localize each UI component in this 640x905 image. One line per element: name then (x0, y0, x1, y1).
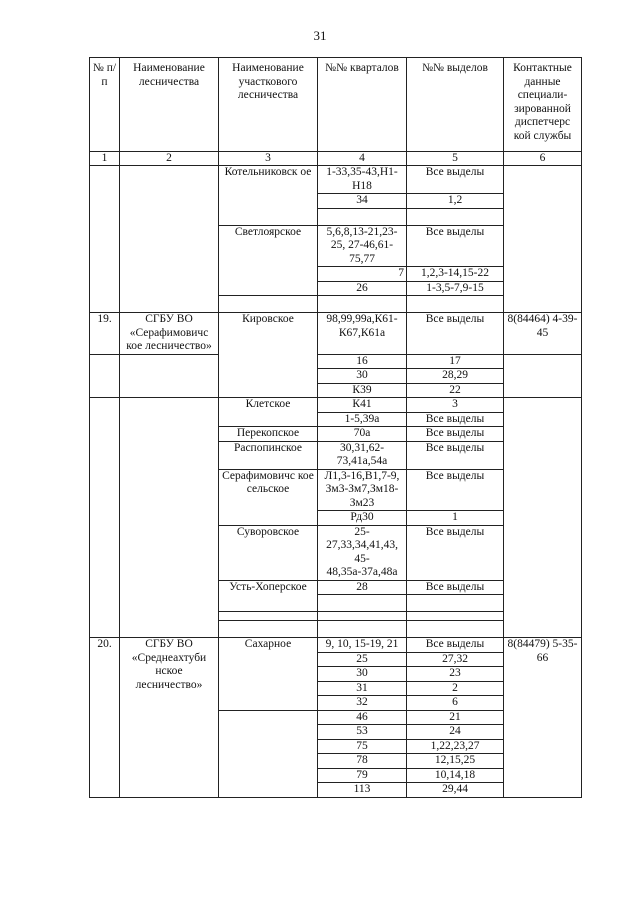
district-name: Светлоярское (219, 225, 318, 296)
quarters-cell: 5,6,8,13-21,23-25, 27-46,61-75,77 (318, 225, 407, 267)
sections-cell: Все выделы (407, 412, 504, 427)
sections-cell: 3 (407, 398, 504, 413)
quarters-cell: 113 (318, 783, 407, 798)
quarters-cell-empty (318, 296, 407, 313)
header-row (90, 58, 582, 152)
table-row (90, 398, 582, 413)
sections-cell: 24 (407, 725, 504, 740)
quarters-cell: 46 (318, 710, 407, 725)
sections-cell-empty (407, 595, 504, 612)
district-cell-empty (219, 612, 318, 621)
col-number: 2 (120, 152, 219, 166)
quarters-cell: 1-33,35-43,Н1-Н18 (318, 166, 407, 194)
forestry-table (89, 57, 582, 798)
quarters-cell: 16 (318, 354, 407, 369)
sections-cell: 2 (407, 681, 504, 696)
num-cell-empty (90, 354, 120, 398)
quarters-cell: 26 (318, 281, 407, 296)
quarters-cell: 34 (318, 194, 407, 209)
sections-cell-empty (407, 621, 504, 638)
quarters-cell: Рд30 (318, 511, 407, 526)
header-num: № п/п (90, 58, 120, 152)
header-forestry: Наименование лесничества (120, 58, 219, 152)
col-number: 1 (90, 152, 120, 166)
quarters-cell: 70а (318, 427, 407, 442)
sections-cell: Все выделы (407, 225, 504, 267)
sections-cell: 1-3,5-7,9-15 (407, 281, 504, 296)
table-row (90, 313, 582, 355)
district-cell-empty (219, 296, 318, 313)
header-quarters: №№ кварталов (318, 58, 407, 152)
contact-cell-empty (504, 166, 582, 313)
sections-cell: 12,15,25 (407, 754, 504, 769)
sections-cell: 21 (407, 710, 504, 725)
page-number: 31 (313, 28, 327, 43)
col-number: 5 (407, 152, 504, 166)
sections-cell: 6 (407, 696, 504, 711)
forestry-name: СГБУ ВО «Серафимовичс кое лесничество» (120, 313, 219, 355)
sections-cell: Все выделы (407, 580, 504, 595)
quarters-cell: 31 (318, 681, 407, 696)
sections-cell (407, 208, 504, 225)
quarters-cell: 9, 10, 15-19, 21 (318, 638, 407, 653)
district-cell-empty (219, 710, 318, 797)
district-name: Котельниковск ое (219, 166, 318, 226)
quarters-cell: 25 (318, 652, 407, 667)
quarters-cell-empty (318, 612, 407, 621)
quarters-cell-empty (318, 621, 407, 638)
sections-cell: Все выделы (407, 313, 504, 355)
table-row (90, 354, 582, 369)
sections-cell: Все выделы (407, 525, 504, 580)
district-name: Усть-Хоперское (219, 580, 318, 612)
sections-cell: 1,2,3-14,15-22 (407, 267, 504, 282)
sections-cell: 1,2 (407, 194, 504, 209)
num-cell-empty (90, 166, 120, 313)
sections-cell: 1,22,23,27 (407, 739, 504, 754)
sections-cell-empty (407, 296, 504, 313)
col-number: 4 (318, 152, 407, 166)
quarters-cell: 7 (318, 267, 407, 282)
sections-cell: 10,14,18 (407, 768, 504, 783)
quarters-cell: 75 (318, 739, 407, 754)
district-name: Клетское (219, 398, 318, 427)
quarters-cell: 30 (318, 369, 407, 384)
header-district: Наименование участкового лесничества (219, 58, 318, 152)
sections-cell: 23 (407, 667, 504, 682)
row-number: 20. (90, 638, 120, 798)
sections-cell: Все выделы (407, 427, 504, 442)
sections-cell: 28,29 (407, 369, 504, 384)
header-contacts: Контактные данные специали-зированной диспетчерс кой службы (504, 58, 582, 152)
sections-cell: Все выделы (407, 441, 504, 469)
forestry-cell-empty (120, 354, 219, 398)
contact-cell: 8(84479) 5-35-66 (504, 638, 582, 798)
contact-cell: 8(84464) 4-39-45 (504, 313, 582, 355)
district-name: Суворовское (219, 525, 318, 580)
quarters-cell-empty (318, 595, 407, 612)
table-row (90, 638, 582, 653)
quarters-cell: 1-5,39а (318, 412, 407, 427)
sections-cell: 29,44 (407, 783, 504, 798)
district-name: Сахарное (219, 638, 318, 711)
district-name: Распопинское (219, 441, 318, 469)
num-cell-empty (90, 398, 120, 638)
forestry-cell-empty (120, 166, 219, 313)
district-cell-empty (219, 621, 318, 638)
contact-cell-empty (504, 354, 582, 398)
sections-cell: Все выделы (407, 166, 504, 194)
col-number: 3 (219, 152, 318, 166)
quarters-cell (318, 208, 407, 225)
district-name: Кировское (219, 313, 318, 398)
quarters-cell: К39 (318, 383, 407, 398)
sections-cell: 27,32 (407, 652, 504, 667)
district-name: Перекопское (219, 427, 318, 442)
quarters-cell: 79 (318, 768, 407, 783)
table-row (90, 166, 582, 194)
sections-cell: 17 (407, 354, 504, 369)
forestry-name: СГБУ ВО «Среднеахтуби нское лесничество» (120, 638, 219, 798)
quarters-cell: Л1,3-16,В1,7-9, Зм3-Зм7,Зм18-Зм23 (318, 469, 407, 511)
header-sections: №№ выделов (407, 58, 504, 152)
quarters-cell: 53 (318, 725, 407, 740)
quarters-cell: 30 (318, 667, 407, 682)
sections-cell: 22 (407, 383, 504, 398)
sections-cell: Все выделы (407, 469, 504, 511)
quarters-cell: 98,99,99а,К61-К67,К61а (318, 313, 407, 355)
sections-cell: Все выделы (407, 638, 504, 653)
quarters-cell: 28 (318, 580, 407, 595)
column-numbers-row (90, 152, 582, 166)
col-number: 6 (504, 152, 582, 166)
sections-cell: 1 (407, 511, 504, 526)
quarters-cell: 30,31,62-73,41а,54а (318, 441, 407, 469)
contact-cell-empty (504, 398, 582, 638)
sections-cell-empty (407, 612, 504, 621)
quarters-cell: К41 (318, 398, 407, 413)
row-number: 19. (90, 313, 120, 355)
district-name: Серафимовичс кое сельское (219, 469, 318, 525)
forestry-cell-empty (120, 398, 219, 638)
quarters-cell: 32 (318, 696, 407, 711)
quarters-cell: 78 (318, 754, 407, 769)
quarters-cell: 25-27,33,34,41,43, 45-48,35а-37а,48а (318, 525, 407, 580)
